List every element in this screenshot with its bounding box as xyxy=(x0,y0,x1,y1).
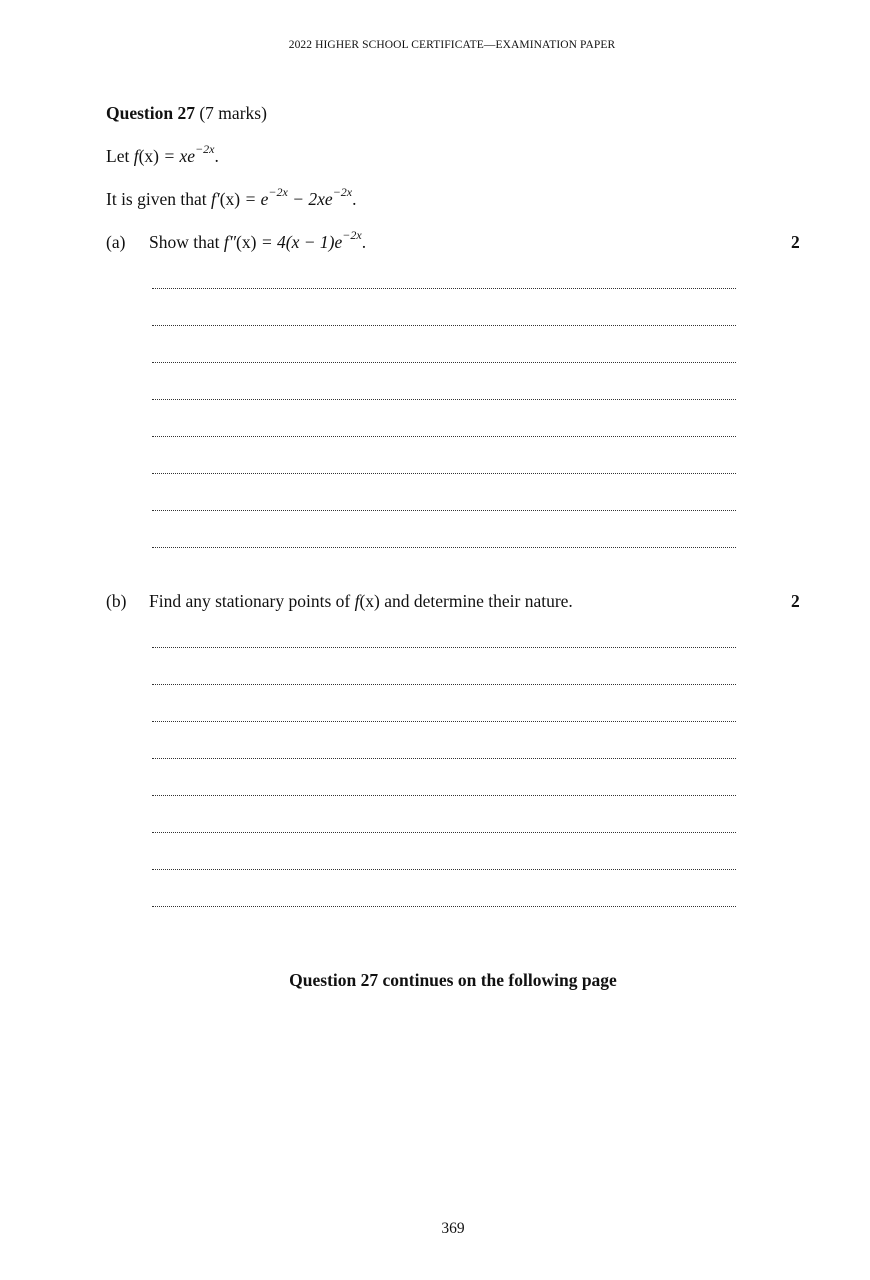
answer-line[interactable] xyxy=(152,648,736,685)
derivative-given xyxy=(106,185,357,210)
answer-line[interactable] xyxy=(152,289,736,326)
question-number: Question 27 xyxy=(106,103,195,123)
given-prefix: It is given that xyxy=(106,189,207,209)
continues-note: Question 27 continues on the following page xyxy=(289,970,617,990)
question-marks-note: (7 marks) xyxy=(199,103,267,123)
second-derivative-expression: $f''(x) = 4(x - 1)e^{-2x}$. xyxy=(223,228,367,252)
answer-line[interactable] xyxy=(152,759,736,796)
question-heading xyxy=(106,103,267,124)
part-a-label: (a) xyxy=(106,232,126,252)
answer-line[interactable] xyxy=(152,363,736,400)
page-header: 2022 HIGHER SCHOOL CERTIFICATE—EXAMINATION PAPER xyxy=(288,39,616,51)
derivative-expression: $f'(x) = e^{-2x} - 2xe^{-2x}$. xyxy=(210,185,357,209)
function-expression: $f(x) = xe^{-2x}$. xyxy=(133,142,219,166)
answer-line[interactable] xyxy=(152,511,736,548)
part-b-answer-area[interactable] xyxy=(152,611,736,907)
answer-line[interactable] xyxy=(152,722,736,759)
answer-line[interactable] xyxy=(152,796,736,833)
answer-line[interactable] xyxy=(152,400,736,437)
let-prefix: Let xyxy=(106,146,130,166)
answer-line[interactable] xyxy=(152,870,736,907)
page-number: 369 xyxy=(441,1220,465,1237)
answer-line[interactable] xyxy=(152,833,736,870)
answer-line[interactable] xyxy=(152,252,736,289)
answer-line[interactable] xyxy=(152,437,736,474)
part-b-marks: 2 xyxy=(791,591,800,611)
part-b-prompt: Find any stationary points of f(x) and determine their nature. xyxy=(149,591,573,611)
part-a-answer-area[interactable] xyxy=(152,252,736,548)
answer-line[interactable] xyxy=(152,474,736,511)
part-b-label: (b) xyxy=(106,591,127,611)
answer-line[interactable] xyxy=(152,611,736,648)
part-a-marks: 2 xyxy=(791,232,800,252)
answer-line[interactable] xyxy=(152,326,736,363)
function-reference: f(x) xyxy=(354,591,380,611)
part-a-prompt: Show that $f''(x) = 4(x - 1)e^{-2x}$. xyxy=(149,228,367,252)
function-definition xyxy=(106,142,219,167)
answer-line[interactable] xyxy=(152,685,736,722)
